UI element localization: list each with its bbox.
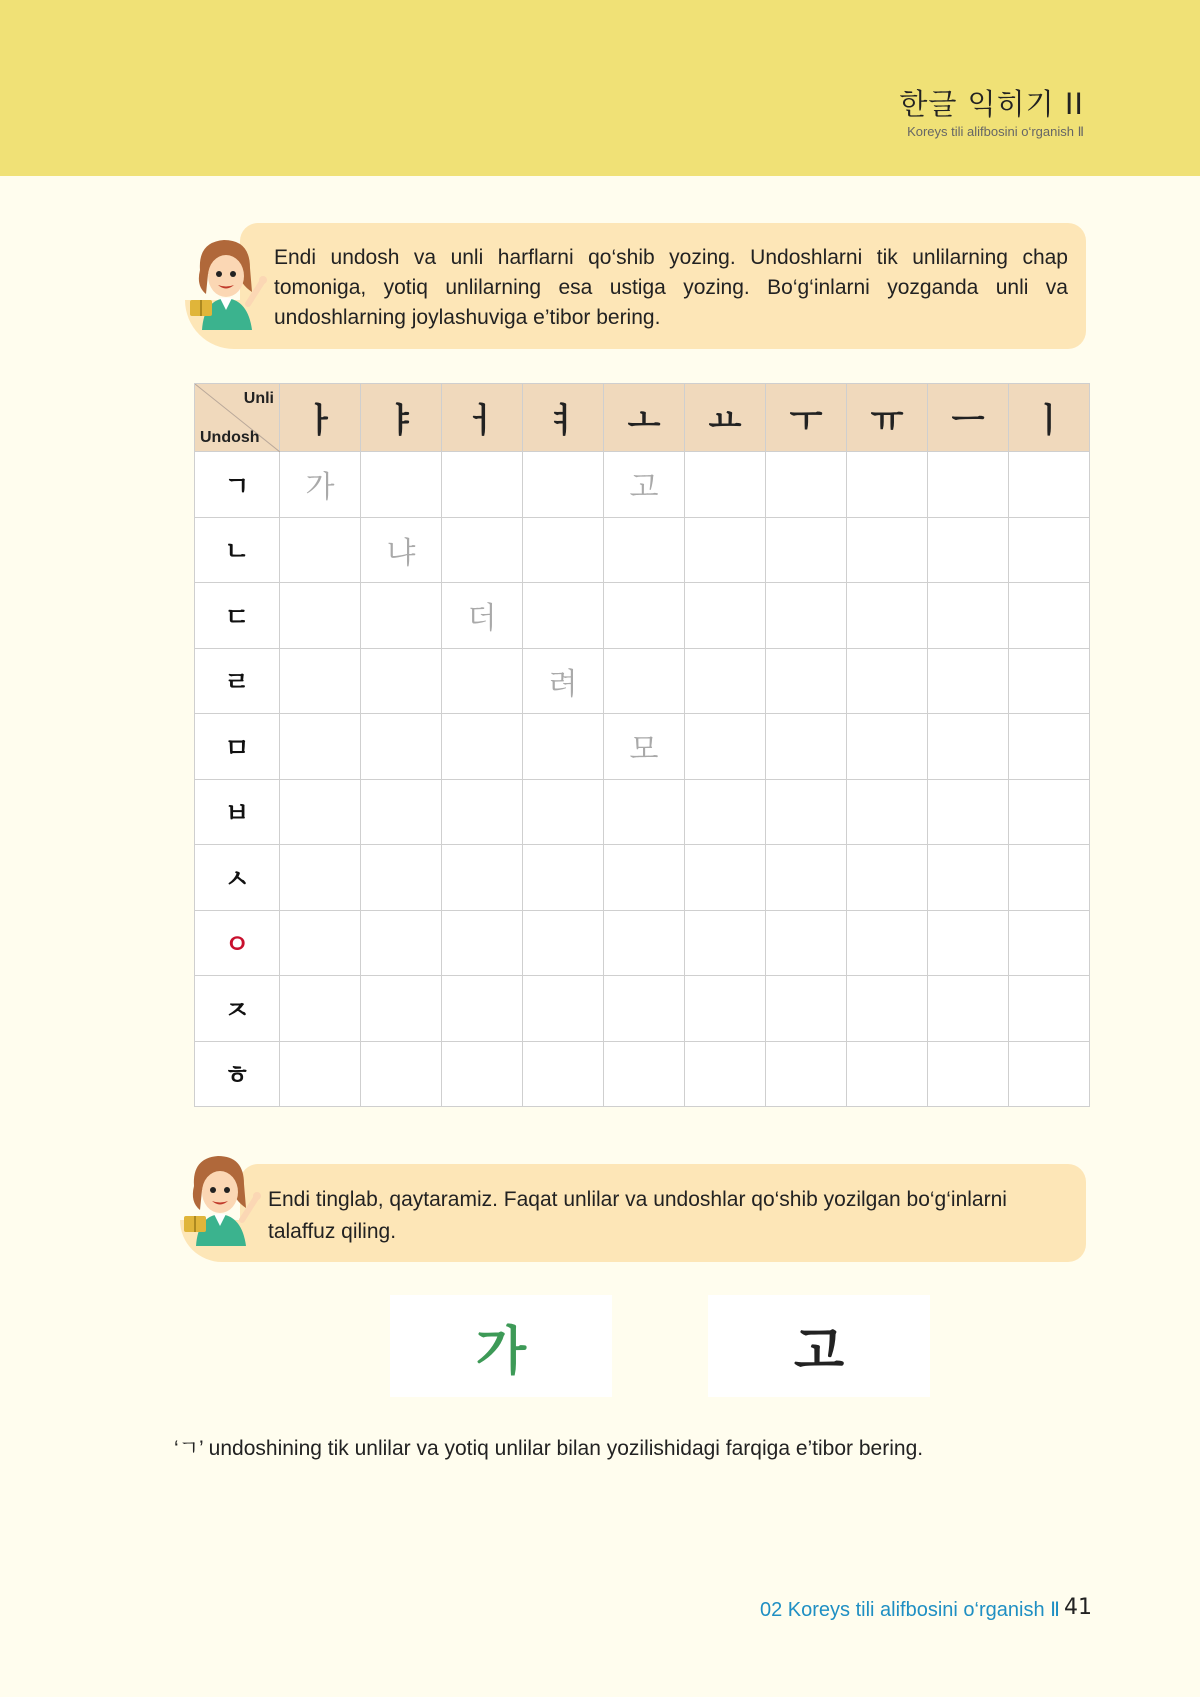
- syllable-cell[interactable]: [361, 1041, 442, 1107]
- syllable-cell[interactable]: [928, 648, 1009, 714]
- syllable-cell[interactable]: [928, 976, 1009, 1042]
- syllable-cell[interactable]: [442, 714, 523, 780]
- syllable-cell[interactable]: [928, 583, 1009, 649]
- syllable-cell[interactable]: [361, 714, 442, 780]
- teacher-illustration: [184, 1150, 264, 1246]
- consonant-header: ㄹ: [195, 648, 280, 714]
- consonant-header: ㅎ: [195, 1041, 280, 1107]
- syllable-cell[interactable]: [1009, 910, 1090, 976]
- syllable-cell[interactable]: [766, 648, 847, 714]
- syllable-cell[interactable]: [280, 976, 361, 1042]
- syllable-cell[interactable]: [1009, 714, 1090, 780]
- syllable-cell[interactable]: [847, 517, 928, 583]
- syllable-cell[interactable]: [280, 583, 361, 649]
- syllable-cell[interactable]: [604, 779, 685, 845]
- syllable-cell[interactable]: [604, 845, 685, 911]
- syllable-cell[interactable]: [766, 583, 847, 649]
- syllable-cell[interactable]: [1009, 517, 1090, 583]
- syllable-cell[interactable]: 려: [523, 648, 604, 714]
- instruction-text: Endi undosh va unli harflarni qo‘shib yozing. Undoshlarni tik unlilarning chap tomoniga, yotiq unlilarning esa ustiga yozing. Bo‘g‘inlarni yozganda unli va undoshlarning joylashuviga e’tibor bering.: [274, 246, 1068, 329]
- syllable-cell[interactable]: [847, 714, 928, 780]
- syllable-cell[interactable]: [361, 845, 442, 911]
- syllable-cell[interactable]: [928, 452, 1009, 518]
- syllable-cell[interactable]: [361, 452, 442, 518]
- syllable-cell[interactable]: [361, 583, 442, 649]
- vowel-header: ㅡ: [928, 384, 1009, 452]
- consonant-header: ㅁ: [195, 714, 280, 780]
- syllable-cell[interactable]: [442, 845, 523, 911]
- grid-row: [195, 452, 1090, 518]
- vowel-header: ㅛ: [685, 384, 766, 452]
- syllable-cell[interactable]: [766, 1041, 847, 1107]
- syllable-cell[interactable]: [1009, 845, 1090, 911]
- syllable-cell[interactable]: [685, 583, 766, 649]
- syllable-cell[interactable]: [361, 648, 442, 714]
- syllable-cell[interactable]: 고: [604, 452, 685, 518]
- syllable-cell[interactable]: [442, 1041, 523, 1107]
- syllable-cell[interactable]: 가: [280, 452, 361, 518]
- vowel-header: ㅓ: [442, 384, 523, 452]
- instruction-bubble: [240, 223, 1086, 349]
- vowel-header: ㅜ: [766, 384, 847, 452]
- grid-row: [195, 779, 1090, 845]
- syllable-cell[interactable]: [928, 1041, 1009, 1107]
- vowel-header: ㅠ: [847, 384, 928, 452]
- syllable-cell[interactable]: [523, 583, 604, 649]
- syllable-cell[interactable]: [442, 648, 523, 714]
- syllable-cell[interactable]: [280, 517, 361, 583]
- grid-row: [195, 845, 1090, 911]
- syllable-cell[interactable]: [1009, 648, 1090, 714]
- consonant-header: ㅂ: [195, 779, 280, 845]
- syllable-cell[interactable]: [928, 517, 1009, 583]
- syllable-cell[interactable]: [685, 976, 766, 1042]
- syllable-cell[interactable]: [685, 648, 766, 714]
- syllable-cell[interactable]: [442, 976, 523, 1042]
- syllable-cell[interactable]: [523, 910, 604, 976]
- syllable-cell[interactable]: [766, 517, 847, 583]
- note-text: ‘ㄱ’ undoshining tik unlilar va yotiq unlilar bilan yozilishidagi farqiga e’tibor bering.: [174, 1437, 924, 1460]
- syllable-cell[interactable]: [604, 910, 685, 976]
- corner-cell: [195, 384, 280, 452]
- syllable-cell[interactable]: [685, 779, 766, 845]
- consonant-header: ㄷ: [195, 583, 280, 649]
- syllable-cell[interactable]: [442, 452, 523, 518]
- syllable-grid: [194, 383, 1090, 1107]
- consonant-header: ㄱ: [195, 452, 280, 518]
- syllable-cell[interactable]: [280, 845, 361, 911]
- consonant-header: ㄴ: [195, 517, 280, 583]
- grid-row: [195, 648, 1090, 714]
- syllable-cell[interactable]: [1009, 976, 1090, 1042]
- syllable-cell[interactable]: [847, 583, 928, 649]
- syllable-card-go: 고: [708, 1295, 930, 1397]
- syllable-cell[interactable]: [1009, 583, 1090, 649]
- vowel-header: ㅣ: [1009, 384, 1090, 452]
- syllable-card-ga: 가: [390, 1295, 612, 1397]
- listen-instruction-bubble: [240, 1164, 1086, 1262]
- syllable-cell[interactable]: [847, 1041, 928, 1107]
- syllable-cell[interactable]: [442, 517, 523, 583]
- syllable-cell[interactable]: [604, 517, 685, 583]
- syllable-cell[interactable]: [604, 976, 685, 1042]
- syllable-cell[interactable]: [361, 976, 442, 1042]
- syllable-cell[interactable]: [928, 910, 1009, 976]
- syllable-cell[interactable]: [442, 910, 523, 976]
- syllable-cell[interactable]: [928, 845, 1009, 911]
- grid-row: [195, 910, 1090, 976]
- syllable-cell[interactable]: [604, 648, 685, 714]
- consonant-header: ㅇ: [195, 910, 280, 976]
- syllable-cell[interactable]: [685, 517, 766, 583]
- syllable-cell[interactable]: [280, 648, 361, 714]
- syllable-cell[interactable]: [604, 583, 685, 649]
- syllable-cell[interactable]: [523, 517, 604, 583]
- corner-label-consonant: Undosh: [200, 429, 260, 446]
- syllable-cell[interactable]: [928, 714, 1009, 780]
- syllable-cell[interactable]: [766, 845, 847, 911]
- page-subtitle: Koreys tili alifbosini o‘rganish Ⅱ: [907, 124, 1084, 139]
- syllable-cell[interactable]: [361, 779, 442, 845]
- vowel-header: ㅕ: [523, 384, 604, 452]
- grid-row: [195, 1041, 1090, 1107]
- syllable-cell[interactable]: [928, 779, 1009, 845]
- vowel-header: ㅗ: [604, 384, 685, 452]
- syllable-cell[interactable]: [523, 714, 604, 780]
- page-header: [0, 0, 1200, 176]
- syllable-cell[interactable]: [685, 452, 766, 518]
- syllable-cell[interactable]: [1009, 779, 1090, 845]
- syllable-cell[interactable]: [766, 976, 847, 1042]
- syllable-cell[interactable]: [280, 779, 361, 845]
- syllable-cell[interactable]: [604, 1041, 685, 1107]
- syllable-cell[interactable]: [523, 452, 604, 518]
- syllable-cell[interactable]: [766, 714, 847, 780]
- footer-chapter: 02 Koreys tili alifbosini o‘rganish Ⅱ: [760, 1599, 1060, 1621]
- syllable-cell[interactable]: [280, 910, 361, 976]
- syllable-cell[interactable]: [847, 910, 928, 976]
- vowel-header-row: [195, 384, 1090, 452]
- teacher-illustration: [190, 234, 270, 330]
- syllable-cell[interactable]: [1009, 452, 1090, 518]
- syllable-cell[interactable]: [442, 779, 523, 845]
- syllable-cell[interactable]: [685, 845, 766, 911]
- syllable-cell[interactable]: 더: [442, 583, 523, 649]
- grid-row: [195, 517, 1090, 583]
- syllable-cell[interactable]: [523, 1041, 604, 1107]
- page-title: 한글 익히기 II: [899, 87, 1084, 121]
- syllable-cell[interactable]: 냐: [361, 517, 442, 583]
- syllable-cell[interactable]: [523, 976, 604, 1042]
- syllable-cell[interactable]: [1009, 1041, 1090, 1107]
- syllable-cell[interactable]: [847, 779, 928, 845]
- syllable-cell[interactable]: [847, 648, 928, 714]
- corner-label-vowel: Unli: [243, 390, 274, 407]
- syllable-cell[interactable]: [847, 452, 928, 518]
- grid-row: [195, 714, 1090, 780]
- syllable-cell[interactable]: [685, 910, 766, 976]
- syllable-cell[interactable]: [523, 779, 604, 845]
- syllable-cell[interactable]: [685, 1041, 766, 1107]
- syllable-cell[interactable]: [685, 714, 766, 780]
- consonant-header: ㅈ: [195, 976, 280, 1042]
- consonant-header: ㅅ: [195, 845, 280, 911]
- syllable-cell[interactable]: [847, 976, 928, 1042]
- vowel-header: ㅑ: [361, 384, 442, 452]
- syllable-cell[interactable]: [361, 910, 442, 976]
- syllable-cell[interactable]: 모: [604, 714, 685, 780]
- grid-row: [195, 976, 1090, 1042]
- grid-row: [195, 583, 1090, 649]
- syllable-cell[interactable]: [766, 910, 847, 976]
- page-number: 41: [1064, 1595, 1092, 1620]
- vowel-header: ㅏ: [280, 384, 361, 452]
- syllable-cell[interactable]: [766, 452, 847, 518]
- syllable-cell[interactable]: [523, 845, 604, 911]
- syllable-cell[interactable]: [280, 1041, 361, 1107]
- syllable-cell[interactable]: [847, 845, 928, 911]
- syllable-cell[interactable]: [280, 714, 361, 780]
- syllable-cell[interactable]: [766, 779, 847, 845]
- listen-instruction-text: Endi tinglab, qaytaramiz. Faqat unlilar va undoshlar qo‘shib yozilgan bo‘g‘inlarni talaffuz qiling.: [268, 1188, 1007, 1243]
